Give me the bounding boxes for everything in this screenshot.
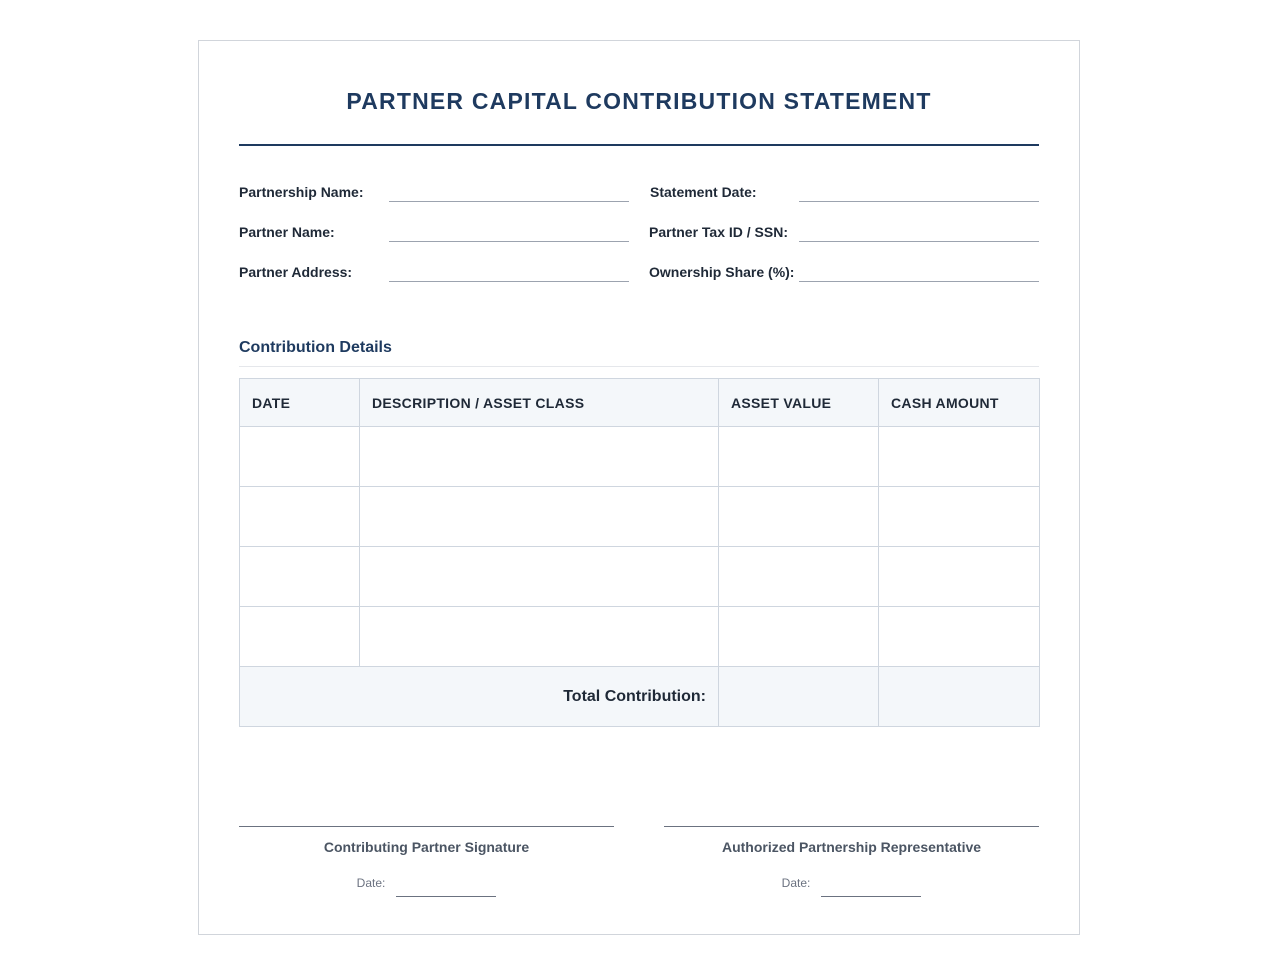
partner-tax-id-label: Partner Tax ID / SSN: (649, 224, 789, 240)
description-cell[interactable] (360, 487, 719, 547)
table-row (240, 547, 1040, 607)
total-contribution-label: Total Contribution: (240, 667, 719, 727)
document-title: PARTNER CAPITAL CONTRIBUTION STATEMENT (346, 88, 932, 114)
title-divider (239, 144, 1039, 146)
partner-signature-line[interactable] (239, 826, 614, 827)
table-row (240, 487, 1040, 547)
partner-signature-date-label: Date: (356, 876, 386, 890)
date-cell[interactable] (240, 487, 360, 547)
partner-address-field (239, 262, 629, 282)
partner-tax-id-field (649, 222, 1039, 242)
asset-value-cell[interactable] (719, 547, 879, 607)
column-header-description: DESCRIPTION / ASSET CLASS (360, 379, 719, 427)
partner-name-field (239, 222, 629, 242)
ownership-share-input[interactable] (799, 262, 1039, 282)
description-cell[interactable] (360, 547, 719, 607)
date-cell[interactable] (240, 547, 360, 607)
cash-amount-cell[interactable] (879, 607, 1040, 667)
partner-tax-id-input[interactable] (799, 222, 1039, 242)
ownership-share-field (649, 262, 1039, 282)
partner-address-input[interactable] (389, 262, 629, 282)
asset-value-cell[interactable] (719, 487, 879, 547)
partnership-name-input[interactable] (389, 182, 629, 202)
cash-amount-cell[interactable] (879, 547, 1040, 607)
asset-value-cell[interactable] (719, 607, 879, 667)
date-cell[interactable] (240, 607, 360, 667)
contributions-table (239, 378, 1040, 727)
partner-signature-date (239, 876, 614, 890)
partnership-name-field (239, 182, 629, 202)
representative-signature-date-label: Date: (781, 876, 811, 890)
table-row (240, 607, 1040, 667)
cash-amount-cell[interactable] (879, 487, 1040, 547)
representative-signature-line[interactable] (664, 826, 1039, 827)
partner-signature-caption: Contributing Partner Signature (323, 839, 530, 855)
partnership-name-label: Partnership Name: (239, 184, 364, 200)
representative-signature-date-input[interactable] (821, 883, 921, 897)
total-cash-amount-cell[interactable] (879, 667, 1040, 727)
partner-signature-date-input[interactable] (396, 883, 496, 897)
total-asset-value-cell[interactable] (719, 667, 879, 727)
statement-date-label: Statement Date: (650, 184, 757, 200)
table-header-row (240, 379, 1040, 427)
total-row (240, 667, 1040, 727)
asset-value-cell[interactable] (719, 427, 879, 487)
description-cell[interactable] (360, 607, 719, 667)
document-sheet (198, 40, 1080, 935)
partner-name-input[interactable] (389, 222, 629, 242)
column-header-asset-value: ASSET VALUE (719, 379, 879, 427)
representative-signature-caption: Authorized Partnership Representative (721, 839, 982, 855)
date-cell[interactable] (240, 427, 360, 487)
table-row (240, 427, 1040, 487)
column-header-date: DATE (240, 379, 360, 427)
contribution-details-heading: Contribution Details (239, 339, 1039, 367)
cash-amount-cell[interactable] (879, 427, 1040, 487)
representative-signature-block (664, 826, 1039, 890)
partner-name-label: Partner Name: (239, 224, 335, 240)
statement-date-field (649, 182, 1039, 202)
representative-signature-date (664, 876, 1039, 890)
column-header-cash-amount: CASH AMOUNT (879, 379, 1040, 427)
description-cell[interactable] (360, 427, 719, 487)
statement-date-input[interactable] (799, 182, 1039, 202)
partner-address-label: Partner Address: (239, 264, 353, 280)
partner-signature-block (239, 826, 614, 890)
ownership-share-label: Ownership Share (%): (649, 264, 795, 280)
